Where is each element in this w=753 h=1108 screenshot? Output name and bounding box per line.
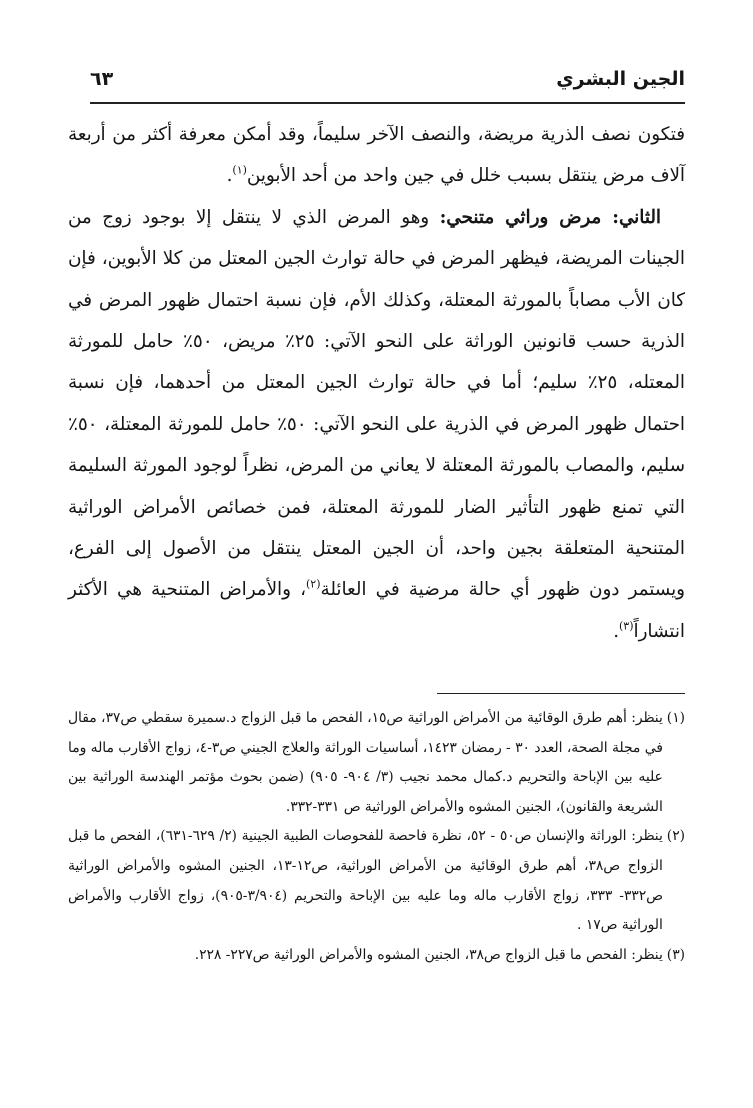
footnote-2	[68, 822, 685, 940]
footnote-number: (١)	[666, 710, 685, 726]
footnote-1	[68, 704, 685, 822]
footnote-text: ينظر: الفحص ما قبل الزواج ص٣٨، الجنين المشوه والأمراض الوراثية ص٢٢٧- ٢٢٨.	[194, 946, 663, 963]
footnote-number: (٣)	[666, 946, 685, 963]
main-text	[68, 114, 685, 652]
footnote-text: ينظر: أهم طرق الوقائية من الأمراض الوراثية ص١٥، الفحص ما قبل الزواج د.سميرة سقطي ص٣٧، مقال في مجلة الصحة، العدد ٣٠ - رمضان ١٤٢٣، أساسيات الوراثة والعلاج الجيني ص٣-٤، زواج الأقارب ماله وما عليه بين الإباحة والتحريم د.كمال محمد نجيب (٣/ ٩٠٤- ٩٠٥) (ضمن بحوث مؤتمر الهندسة الوراثية بين الشريعة والقانون)، الجنين المشوه والأمراض الوراثية ص ٣٣١-٣٣٢.	[68, 710, 663, 815]
footnote-ref-1: (١)	[232, 163, 247, 177]
page-number: ٦٣	[90, 68, 114, 90]
footnote-ref-3: (٣)	[619, 619, 634, 633]
paragraph-2-text-a: وهو المرض الذي لا ينتقل إلا بوجود زوج من الجينات المريضة، فيظهر المرض في حالة توارث الجين المعتل من كلا الأبوين، فإن كان الأب مصاباً بالمورثة المعتلة، وكذلك الأم، فإن نسبة احتمال ظهور المرض في الذرية حسب قانونين الوراثة على النحو الآتي: ٢٥٪ مريض، ٥٠٪ حامل للمورثة المعتله، ٢٥٪ سليم؛ أما في حالة توارث الجين المعتل من أحدهما، فإن نسبة احتمال ظهور المرض في الذرية على النحو الآتي: ٥٠٪ حامل للمورثة المعتلة، ٥٠٪ سليم، والمصاب بالمورثة المعتلة لا يعاني من المرض، نظراً لوجود المورثة السليمة التي تمنع ظهور التأثير الضار للمورثة المعتلة، فمن خصائص الأمراض الوراثية المتنحية المتعلقة بجين واحد، أن الجين المعتل ينتقل من الأصول إلى الفرع، ويستمر دون ظهور أي حالة مرضية في العائلة	[68, 206, 685, 601]
running-title: الجين البشري	[556, 68, 685, 90]
footnotes	[68, 704, 685, 970]
paragraph-1-text: فتكون نصف الذرية مريضة، والنصف الآخر سليماً، وقد أمكن معرفة أكثر من أربعة آلاف مرض ينتقل بسبب خلل في جين واحد من أحد الأبوين	[68, 124, 685, 187]
footnote-3	[68, 941, 685, 971]
paragraph-2-text-b: ، والأمراض المتنحية هي الأكثر انتشاراً	[68, 579, 685, 642]
paragraph-2-end: .	[613, 620, 619, 642]
paragraph-1	[68, 114, 685, 197]
paragraph-2-heading: الثاني: مرض وراثي متنحي:	[439, 206, 662, 228]
page-header	[90, 62, 685, 104]
paragraph-2	[68, 197, 685, 652]
footnote-number: (٢)	[666, 828, 685, 845]
paragraph-1-end: .	[226, 165, 233, 187]
footnote-text: ينظر: الوراثة والإنسان ص٥٠ - ٥٢، نظرة فاحصة للفحوصات الطبية الجينية (٢/ ٦٢٩-٦٣١)، الفحص ما قبل الزواج ص٣٨، أهم طرق الوقائية من الأمراض الوراثية، ص١٢-١٣، الجنين المشوه والأمراض الوراثية ص٣٣٢- ٣٣٣، زواج الأقارب ماله وما عليه بين الإباحة والتحريم (٣/٩٠٤-٩٠٥)، زواج الأقارب والأمراض الوراثية ص١٧ .	[68, 828, 663, 934]
footnote-separator	[437, 693, 685, 694]
footnote-ref-2: (٢)	[306, 577, 321, 591]
